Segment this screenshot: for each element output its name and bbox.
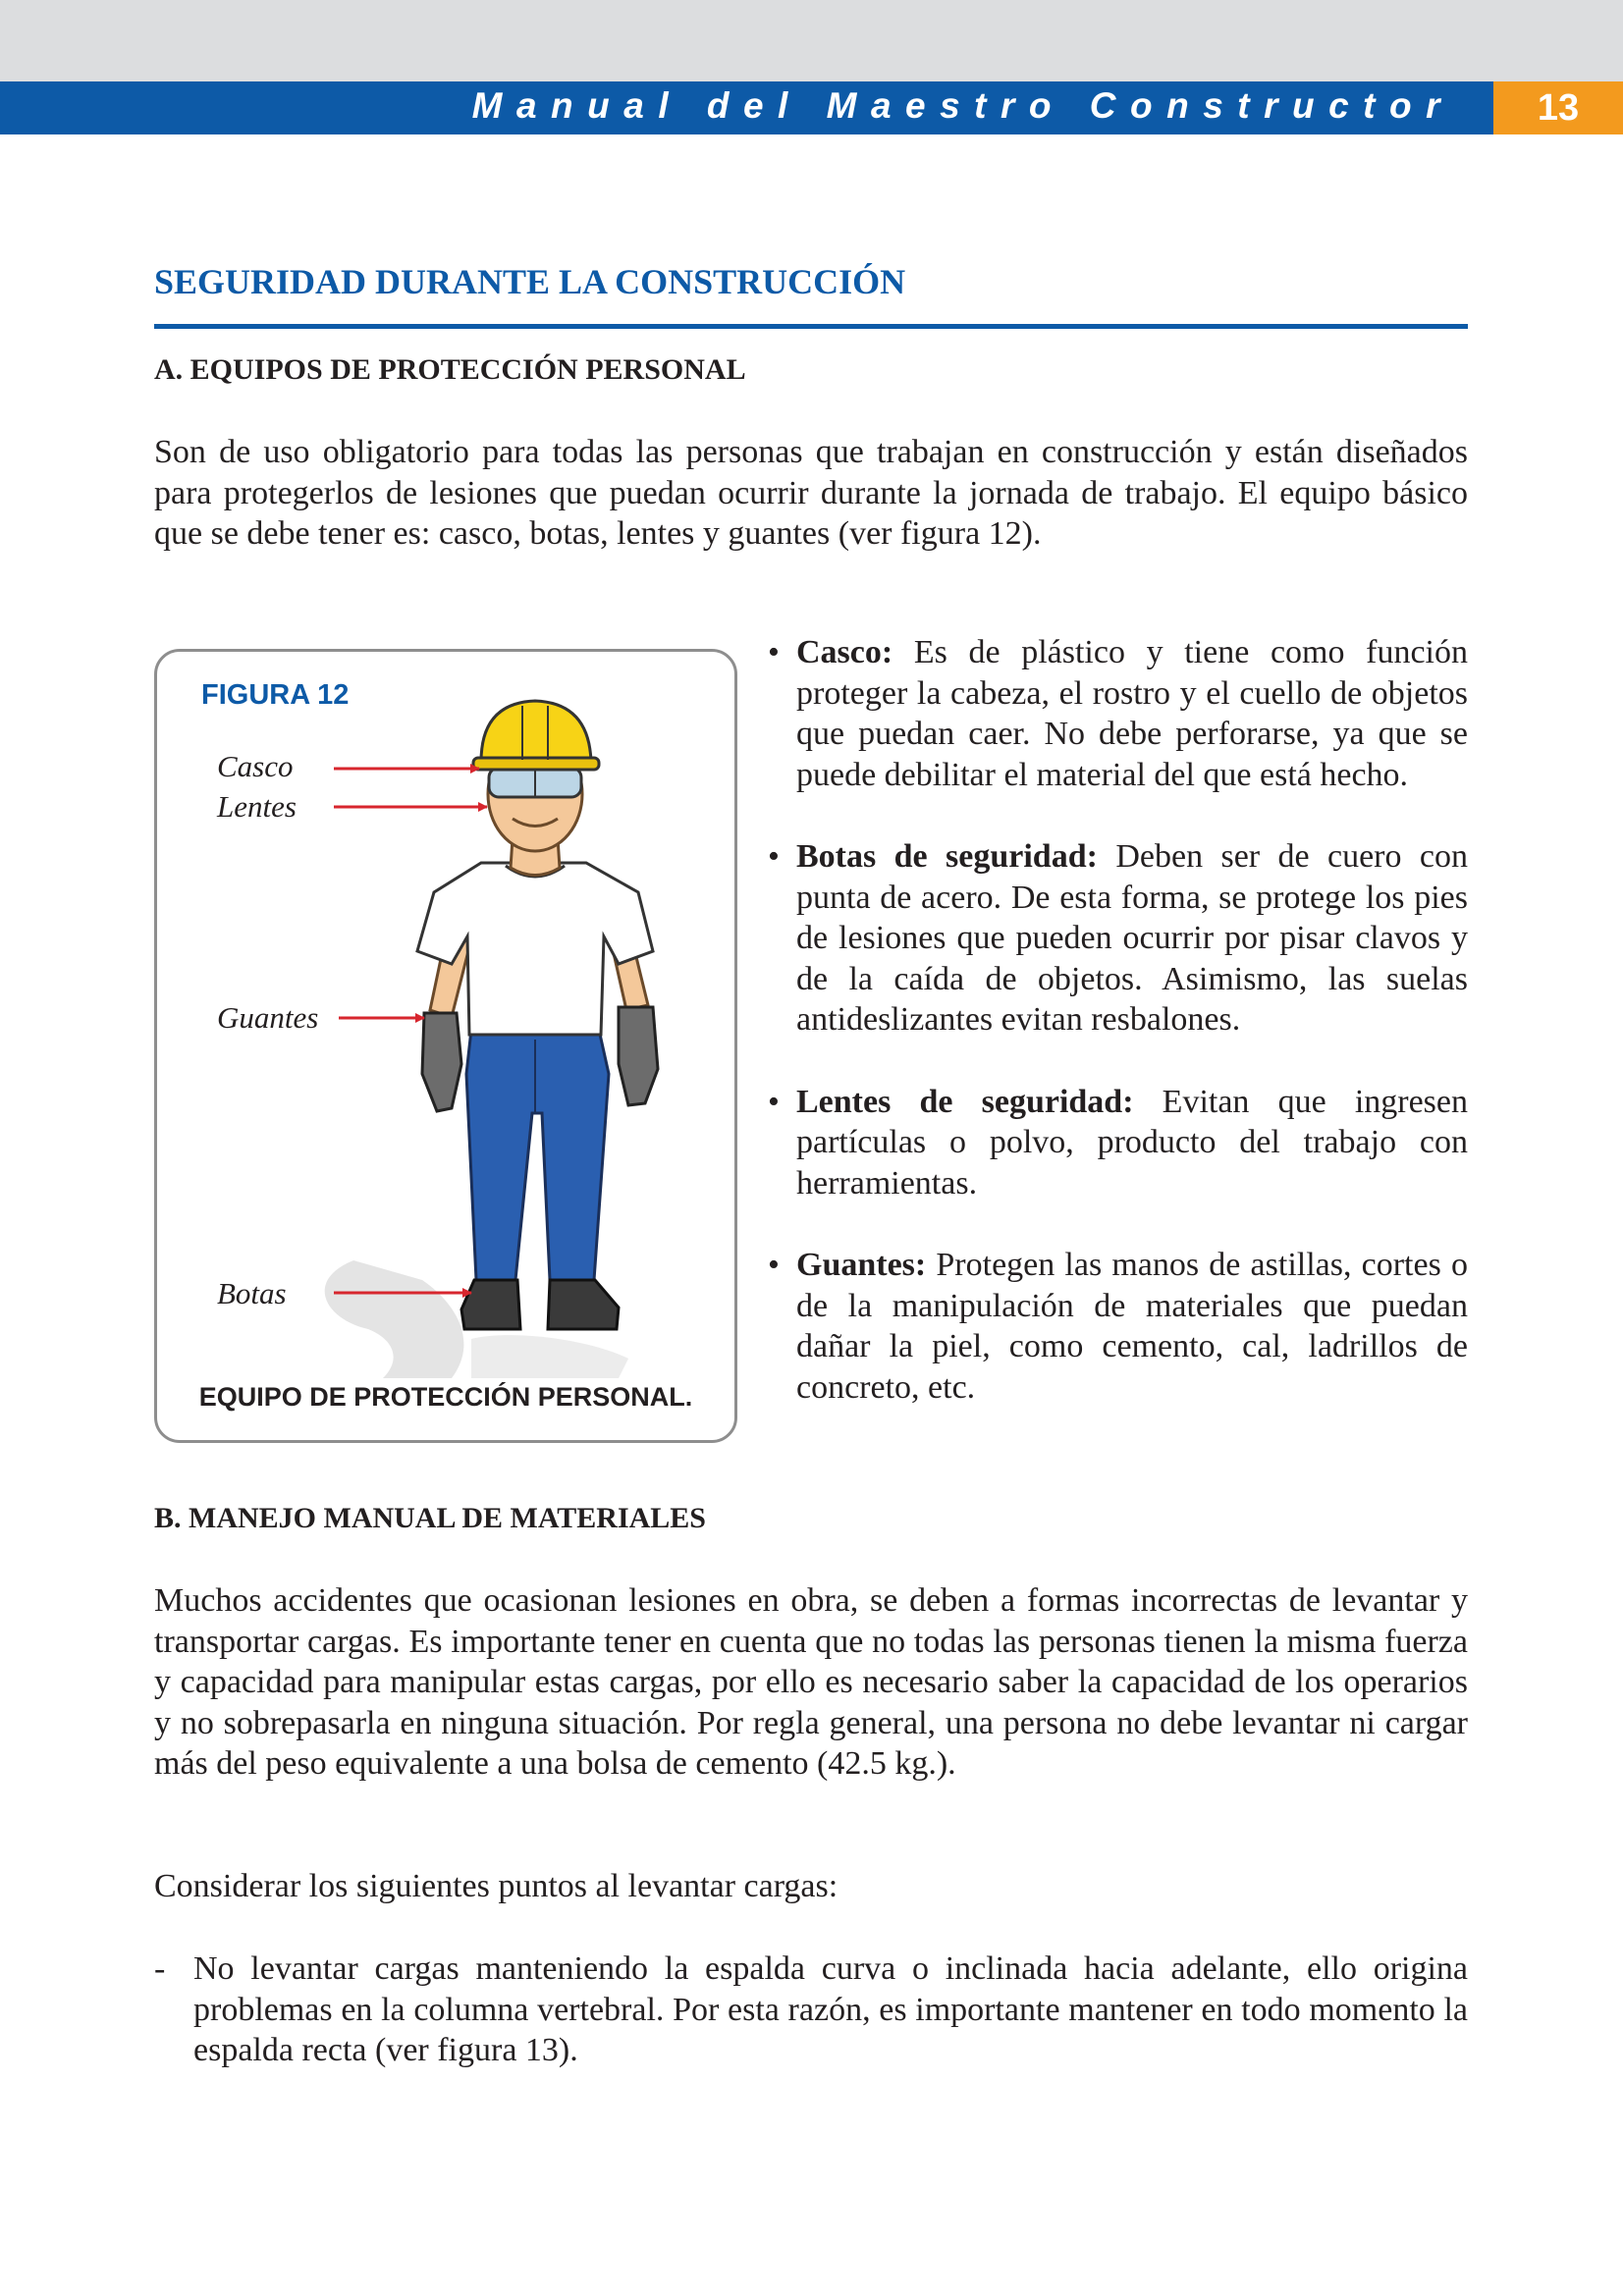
- label-guantes: Guantes: [217, 1000, 319, 1035]
- ppe-bullet-list: [766, 632, 1468, 1449]
- page-number: 13: [1493, 81, 1623, 134]
- figure-12-box: [154, 649, 737, 1443]
- section-a-heading: A. EQUIPOS DE PROTECCIÓN PERSONAL: [154, 353, 746, 386]
- label-casco: Casco: [217, 749, 294, 783]
- header-bar: [0, 81, 1493, 134]
- figure-title: FIGURA 12: [201, 679, 350, 711]
- section-b-heading: B. MANEJO MANUAL DE MATERIALES: [154, 1502, 706, 1534]
- top-margin-band: [0, 0, 1623, 81]
- worker-illustration: [157, 652, 734, 1440]
- figure-caption: EQUIPO DE PROTECCIÓN PERSONAL.: [198, 1382, 693, 1412]
- label-lentes: Lentes: [217, 789, 297, 824]
- section-title: SEGURIDAD DURANTE LA CONSTRUCCIÓN: [154, 262, 906, 301]
- manual-title: Manual del Maestro Constructor: [471, 85, 1454, 126]
- section-divider: [154, 324, 1468, 329]
- list-item: • Lentes de seguridad: Evitan que ingresen partículas o polvo, producto del trabajo con herramientas.: [768, 1083, 1468, 1201]
- dash-list-item: - No levantar cargas manteniendo la espalda curva o inclinada hacia adelante, ello origina problemas en la columna vertebral. Por esta razón, es importante mantener en todo momento la espalda recta (ver figura 13).: [154, 1950, 1468, 2068]
- section-a-paragraph: Son de uso obligatorio para todas las personas que trabajan en construcción y están diseñados para protegerlos de lesiones que puedan ocurrir durante la jornada de trabajo. El equipo básico que se debe tener es: casco, botas, lentes y guantes (ver figura 12).: [154, 434, 1468, 552]
- label-botas: Botas: [217, 1276, 287, 1310]
- section-b-lead: Considerar los siguientes puntos al levantar cargas:: [154, 1868, 839, 1904]
- list-item: • Casco: Es de plástico y tiene como función proteger la cabeza, el rostro y el cuello de objetos que puedan caer. No debe perforarse, ya que se puede debilitar el material del que está hecho.: [768, 634, 1468, 793]
- section-b-paragraph: Muchos accidentes que ocasionan lesiones en obra, se deben a formas incorrectas de levantar y transportar cargas. Es importante tener en cuenta que no todas las personas tienen la misma fuerza y capacidad para manipular estas cargas, por ello es necesario saber la capacidad de los operarios y no sobrepasarla en ninguna situación. Por regla general, una persona no debe levantar ni cargar más del peso equivalente a una bolsa de cemento (42.5 kg.).: [154, 1582, 1468, 1782]
- list-item: • Guantes: Protegen las manos de astillas, cortes o de la manipulación de materiales que puedan dañar la piel, como cemento, cal, ladrillos de concreto, etc.: [768, 1247, 1468, 1406]
- list-item: • Botas de seguridad: Deben ser de cuero con punta de acero. De esta forma, se protege los pies de lesiones que pueden ocurrir por pisar clavos y de la caída de objetos. Asimismo, las suelas antideslizantes evitan resbalones.: [768, 838, 1468, 1038]
